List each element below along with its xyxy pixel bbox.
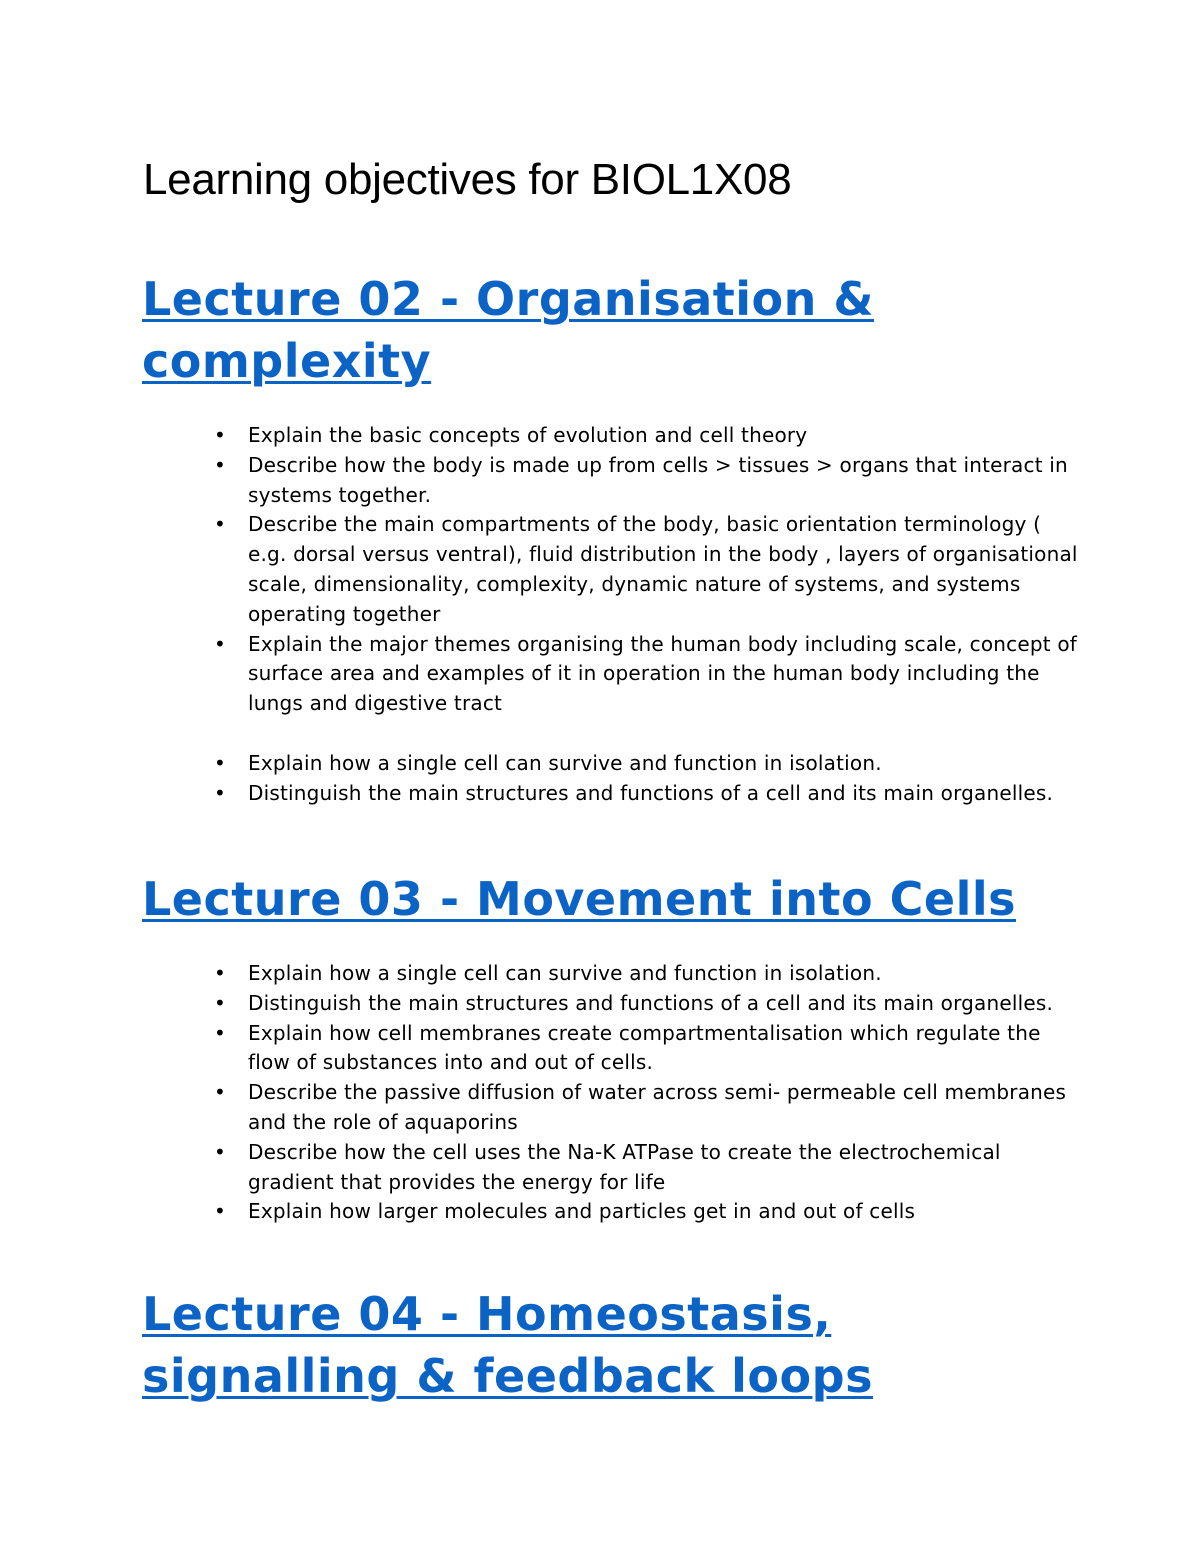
list-item: • Describe how the body is made up from cells > tissues > organs that interact in systems together.: [214, 452, 1068, 507]
list-item: • Explain how larger molecules and particles get in and out of cells: [212, 1197, 1082, 1227]
list-item: • Describe the passive diffusion of water across semi- permeable cell membranes and the role of aquaporins: [214, 1080, 1067, 1134]
document-title: Learning objectives for BIOL1X08: [143, 155, 792, 204]
list-item: • Explain how a single cell can survive and function in isolation.: [212, 749, 1082, 779]
list-item: • Explain how cell membranes create compartmentalisation which regulate the flow of substances into and out of cells.: [214, 1020, 1041, 1075]
section-heading-lecture-03: Lecture 03 - Movement into Cells: [142, 872, 1016, 926]
objectives-list-lecture-03: [212, 959, 1082, 1227]
list-item: • Explain how a single cell can survive and function in isolation.: [212, 959, 1082, 989]
bullet-icon: •: [214, 512, 226, 537]
bullet-icon: •: [214, 1139, 226, 1164]
bullet-icon: •: [214, 750, 226, 775]
section-heading-lecture-02: Lecture 02 - Organisation & complexity: [142, 272, 874, 388]
objectives-list-lecture-02: [212, 421, 1082, 808]
list-item: • Explain the major themes organising the human body including scale, concept of surface area and examples of it in operation in the human body including the lungs and digestive tract: [214, 631, 1078, 716]
section-heading-lecture-04: Lecture 04 - Homeostasis, signalling & feedback loops: [142, 1287, 873, 1403]
bullet-icon: •: [214, 1080, 226, 1105]
bullet-icon: •: [214, 990, 226, 1015]
bullet-icon: •: [214, 452, 226, 477]
bullet-icon: •: [214, 1199, 226, 1224]
bullet-icon: •: [214, 961, 226, 985]
list-item: • Describe the main compartments of the body, basic orientation terminology ( e.g. dorsal versus ventral), fluid distribution in the body , layers of organisational scale, dimensionality, complexity, dynamic nature of systems, and systems operating together: [214, 512, 1078, 626]
bullet-icon: •: [214, 423, 226, 447]
list-item: • Distinguish the main structures and functions of a cell and its main organelles.: [212, 989, 1082, 1019]
list-item: • Distinguish the main structures and functions of a cell and its main organelles.: [212, 779, 1082, 809]
bullet-icon: •: [214, 780, 226, 805]
bullet-icon: •: [214, 631, 226, 656]
list-item: • Explain the basic concepts of evolution and cell theory: [212, 421, 1082, 451]
list-item: • Describe how the cell uses the Na-K ATPase to create the electrochemical gradient that provides the energy for life: [214, 1139, 1001, 1194]
bullet-icon: •: [214, 1020, 226, 1045]
